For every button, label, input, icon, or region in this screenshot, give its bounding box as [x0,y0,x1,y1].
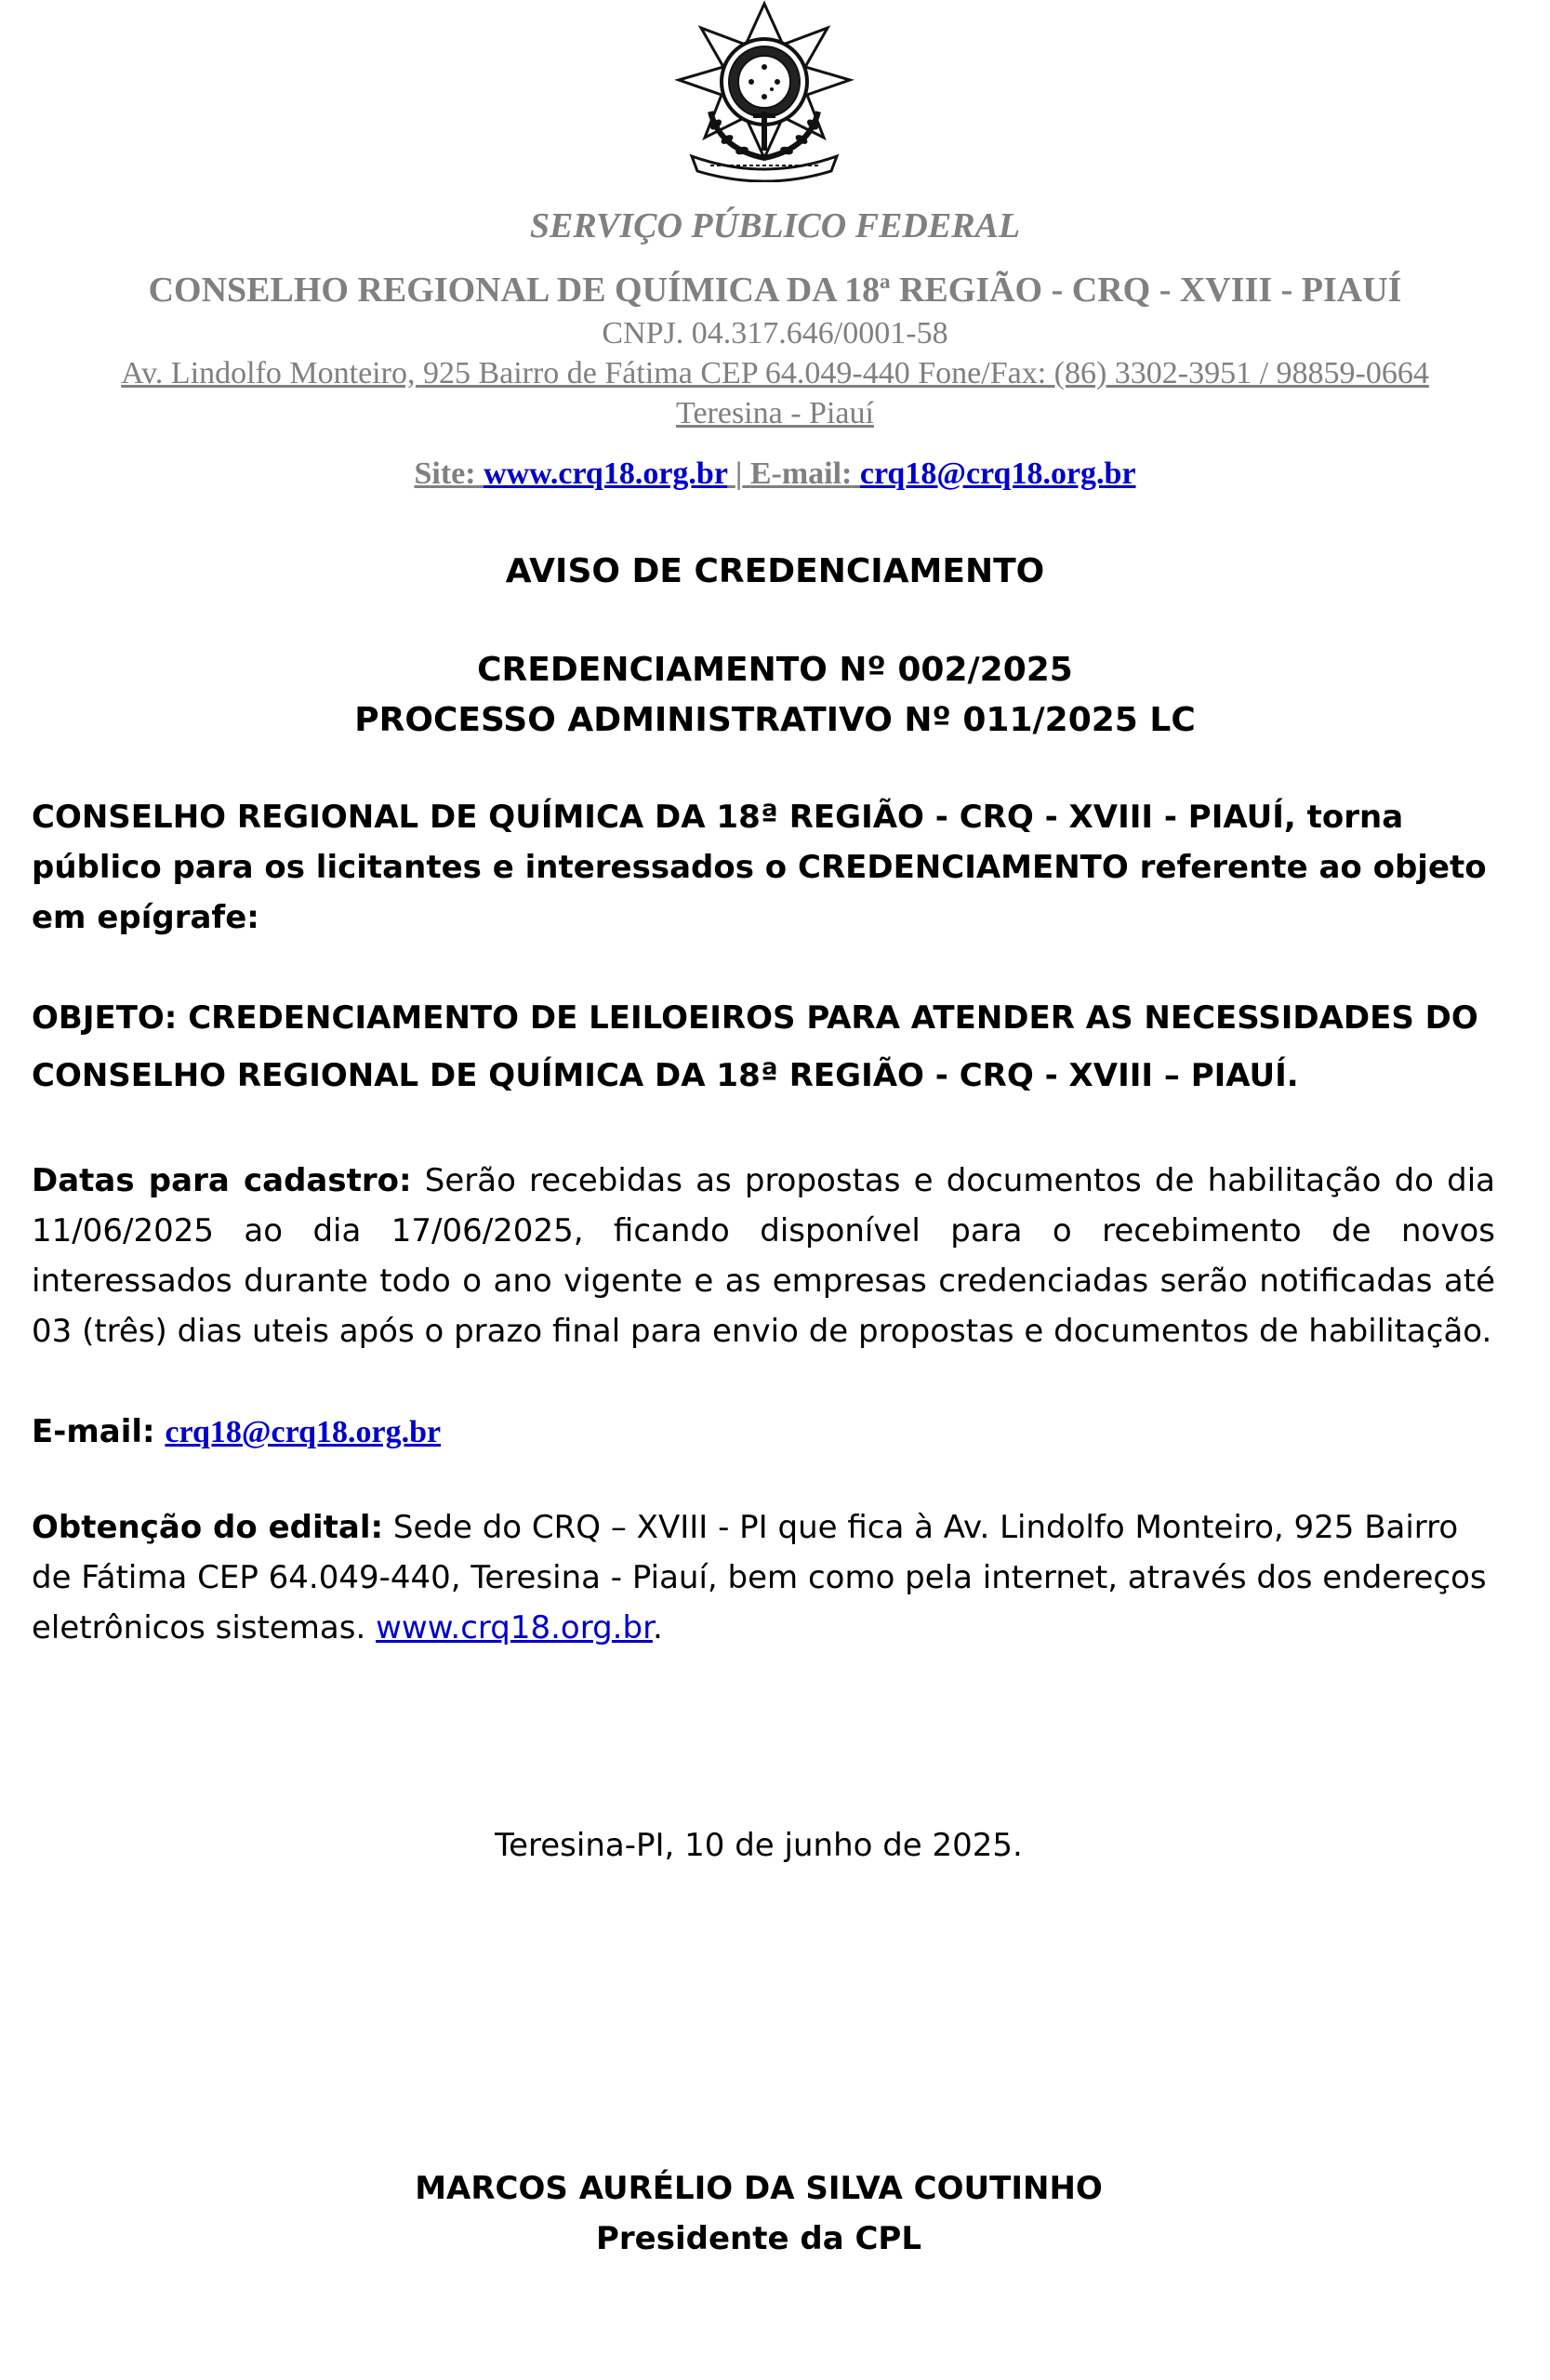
contact-separator: | [735,456,743,491]
edital-end: . [652,1609,663,1646]
datas-paragraph [32,1156,1495,1356]
process-number: PROCESSO ADMINISTRATIVO Nº 011/2025 LC [354,701,1196,739]
address-line [0,354,1550,393]
signer-name: MARCOS AURÉLIO DA SILVA COUTINHO [415,2170,1103,2207]
city-text: Teresina - Piauí [676,396,874,430]
signer-role: Presidente da CPL [595,2220,922,2257]
address-text: Av. Lindolfo Monteiro, 925 Bairro de Fátima CEP 64.049-440 Fone/Fax: (86) 3302-3951 / 98859-0664 [121,356,1429,390]
email-link[interactable]: crq18@crq18.org.br [859,456,1136,491]
objeto-paragraph [32,989,1495,1104]
edital-label: Obtenção do edital: [32,1509,384,1546]
service-title: SERVIÇO PÚBLICO FEDERAL [529,206,1021,245]
body-email-label: E-mail: [32,1413,155,1450]
datas-text: Serão recebidas as propostas e documentos de habilitação do dia 11/06/2025 ao dia 17/06/2025, ficando disponível para o recebimento de novos interessados durante todo o ano vigente e as empresas credenciadas serão notificadas até 03 (três) dias uteis após o prazo final para envio de propostas e documentos de habilitação. [32,1162,1495,1350]
brazil-coat-of-arms-icon [673,0,855,182]
notice-title: AVISO DE CREDENCIAMENTO [505,552,1045,590]
credenciamento-number: CREDENCIAMENTO Nº 002/2025 [477,651,1073,689]
site-link[interactable]: www.crq18.org.br [484,456,728,491]
edital-text: Sede do CRQ – XVIII - PI que fica à Av. Lindolfo Monteiro, 925 Bairro de Fátima CEP 64.049-440, Teresina - Piauí, bem como pela internet, através dos endereços eletrônicos sistemas. [32,1509,1487,1646]
site-label: Site: [414,456,476,491]
email-label: E-mail: [749,456,853,491]
body-email-link[interactable]: crq18@crq18.org.br [165,1415,442,1449]
objeto-line-1: OBJETO: CREDENCIAMENTO DE LEILOEIROS PARA ATENDER AS NECESSIDADES DO [32,999,1478,1037]
city-line [0,394,1550,433]
contact-line [0,455,1550,494]
date-line: Teresina-PI, 10 de junho de 2025. [495,1827,1023,1864]
objeto-line-2: CONSELHO REGIONAL DE QUÍMICA DA 18ª REGIÃO - CRQ - XVIII – PIAUÍ. [32,1057,1299,1094]
edital-site-link[interactable]: www.crq18.org.br [376,1609,653,1646]
intro-paragraph: CONSELHO REGIONAL DE QUÍMICA DA 18ª REGIÃO - CRQ - XVIII - PIAUÍ, torna público para os licitantes e interessados o CREDENCIAMENTO referente ao objeto em epígrafe: [32,799,1487,936]
email-paragraph [32,1407,1495,1458]
cnpj-line: CNPJ. 04.317.646/0001-58 [602,316,948,350]
council-name: CONSELHO REGIONAL DE QUÍMICA DA 18ª REGIÃO - CRQ - XVIII - PIAUÍ [148,271,1402,310]
datas-label: Datas para cadastro: [32,1162,412,1199]
edital-paragraph [32,1502,1495,1653]
